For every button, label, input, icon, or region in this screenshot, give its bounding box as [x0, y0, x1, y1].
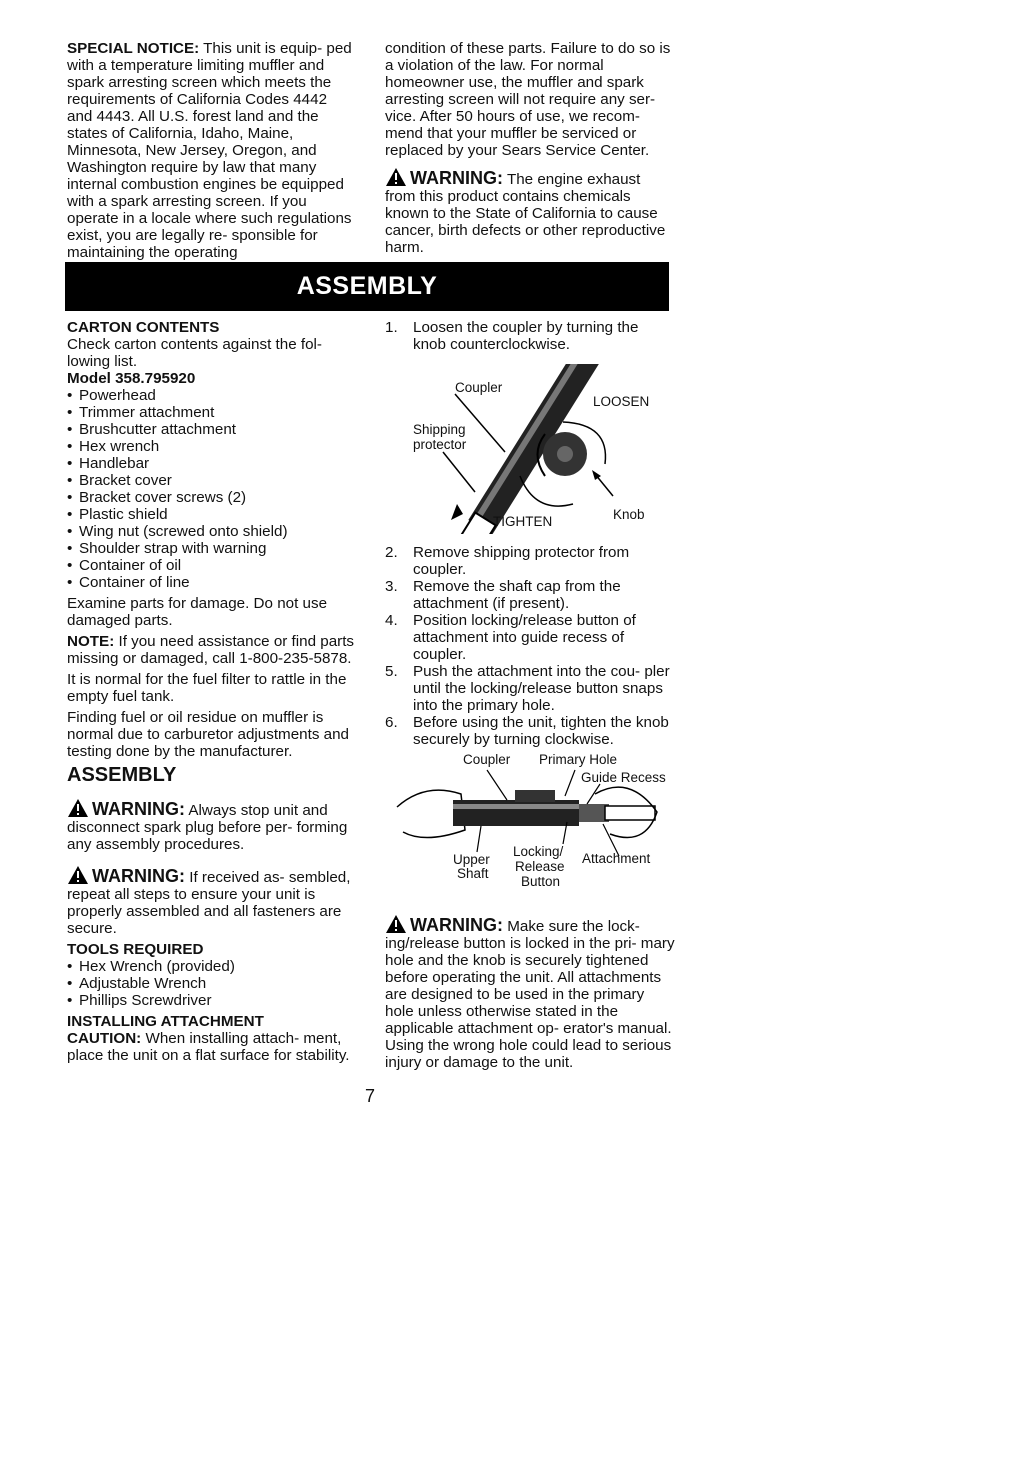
step-number: 1. [385, 319, 398, 336]
list-item: • Powerhead [67, 387, 357, 404]
note-label: NOTE: [67, 633, 115, 650]
special-notice-label: SPECIAL NOTICE: [67, 40, 200, 57]
received-assembled-warning-text: If received as- sembled, repeat all steps to ensure your unit is properly assembled and all fasteners are secure. [67, 869, 351, 937]
loosen-label: LOOSEN [593, 394, 650, 409]
step-number: 4. [385, 612, 398, 629]
lock-warning-block [385, 914, 675, 1071]
protector-label: protector [413, 437, 467, 452]
list-item: • Plastic shield [67, 506, 357, 523]
step-text: Loosen the coupler by turning the knob counterclockwise. [413, 319, 639, 353]
fuel-filter-text: It is normal for the fuel filter to rattle in the empty fuel tank. [67, 671, 347, 705]
steps-2-6 [385, 544, 675, 748]
list-item: • Adjustable Wrench [67, 975, 357, 992]
tighten-label: TIGHTEN [493, 514, 553, 529]
stop-unit-warning-label: WARNING: [92, 799, 185, 819]
list-item [385, 578, 675, 612]
list-item [385, 714, 675, 748]
step-number: 6. [385, 714, 398, 731]
step-number: 3. [385, 578, 398, 595]
tools-list [67, 958, 357, 1009]
examine-text: Examine parts for damage. Do not use damaged parts. [67, 595, 328, 629]
shaft-label: Shaft [457, 866, 489, 881]
exhaust-warning-label: WARNING: [410, 168, 503, 188]
caution-text: When installing attach- ment, place the unit on a flat surface for stability. [67, 1030, 350, 1064]
step-1 [385, 319, 675, 353]
list-item [385, 319, 675, 353]
list-item: • Shoulder strap with warning [67, 540, 357, 557]
step-number: 2. [385, 544, 398, 561]
caution-label: CAUTION: [67, 1030, 142, 1047]
step-text: Remove the shaft cap from the attachment (if present). [413, 578, 621, 612]
list-item: • Hex Wrench (provided) [67, 958, 357, 975]
locking-label: Locking/ [513, 844, 564, 859]
carton-list [67, 387, 357, 591]
list-item: • Wing nut (screwed onto shield) [67, 523, 357, 540]
list-item: • Hex wrench [67, 438, 357, 455]
page-number: 7 [365, 1086, 376, 1106]
step-text: Position locking/release button of attachment into guide recess of coupler. [413, 612, 636, 663]
lock-warning-label: WARNING: [410, 915, 503, 935]
step-number: 5. [385, 663, 398, 680]
residue-text: Finding fuel or oil residue on muffler is normal due to carburetor adjustments and testing done by the manufacturer. [67, 709, 349, 760]
list-item: • Container of line [67, 574, 357, 591]
special-notice-text: This unit is equip- ped with a temperature limiting muffler and spark arresting screen which meets the requirements of California Codes 4442 and 4443. All U.S. forest land and the states of California, Idaho, Maine, Minnesota, New Jersey, Oregon, and Washington require by law that many internal combustion engines be equipped with a spark arresting screen. If you operate in a locale where such regulations exist, you are legally re- sponsible for maintaining the operating [67, 40, 352, 261]
tools-heading: TOOLS REQUIRED [67, 941, 204, 958]
list-item: • Bracket cover [67, 472, 357, 489]
warning-triangle-icon [67, 865, 89, 885]
assembly-heading: ASSEMBLY [67, 764, 177, 786]
received-assembled-warning-label: WARNING: [92, 866, 185, 886]
installing-heading: INSTALLING ATTACHMENT [67, 1013, 264, 1030]
note-text: If you need assistance or find parts missing or damaged, call 1-800-235-5878. [67, 633, 355, 667]
step-text: Before using the unit, tighten the knob securely by turning clockwise. [413, 714, 669, 748]
knob-label: Knob [613, 507, 645, 522]
coupler-knob-diagram [395, 364, 675, 534]
shipping-label: Shipping [413, 422, 466, 437]
coupler-label: Coupler [455, 380, 503, 395]
warning-triangle-icon [385, 167, 407, 187]
model-label: Model 358.795920 [67, 370, 196, 387]
warning-triangle-icon [67, 798, 89, 818]
top-right-block [385, 40, 673, 256]
attachment-label: Attachment [582, 851, 651, 866]
list-item: • Trimmer attachment [67, 404, 357, 421]
continuation-text: condition of these parts. Failure to do so is a violation of the law. For normal homeowner use, the muffler and spark arresting screen will not require any ser- vice. After 50 hours of use, we recom- mend that your muffler be serviced or replaced by your Sears Service Center. [385, 40, 671, 159]
list-item: • Container of oil [67, 557, 357, 574]
button-label: Button [521, 874, 561, 889]
upper-label: Upper [453, 852, 490, 867]
list-item [385, 544, 675, 578]
list-item: • Brushcutter attachment [67, 421, 357, 438]
guide-recess-label: Guide Recess [581, 770, 666, 785]
list-item: • Handlebar [67, 455, 357, 472]
stop-unit-warning-text: Always stop unit and disconnect spark plug before per- forming any assembly procedures. [67, 802, 348, 853]
list-item [385, 663, 675, 714]
release-label: Release [515, 859, 565, 874]
list-item: • Bracket cover screws (2) [67, 489, 357, 506]
warning-triangle-icon [385, 914, 407, 934]
exhaust-warning-text: The engine exhaust from this product contains chemicals known to the State of California to cause cancer, birth defects or other reproductive harm. [385, 171, 666, 256]
carton-intro: Check carton contents against the fol- lowing list. [67, 336, 322, 370]
step-text: Push the attachment into the cou- pler until the locking/release button snaps into the primary hole. [413, 663, 670, 714]
banner-title: ASSEMBLY [296, 272, 438, 300]
assembly-banner [65, 262, 669, 311]
special-notice-block [67, 40, 355, 261]
step-text: Remove shipping protector from coupler. [413, 544, 630, 578]
primary-hole-label: Primary Hole [539, 752, 618, 767]
list-item: • Phillips Screwdriver [67, 992, 357, 1009]
attachment-diagram [395, 752, 675, 902]
carton-contents-heading: CARTON CONTENTS [67, 319, 220, 336]
coupler-label: Coupler [463, 752, 511, 767]
left-column [67, 319, 357, 1064]
list-item [385, 612, 675, 663]
lock-warning-text: Make sure the lock- ing/release button is locked in the pri- mary hole and the knob is securely tightened before operating the unit. All attachments are designed to be used in the primary hole unless otherwise stated in the applicable attachment op- erator's manual. Using the wrong hole could lead to serious injury or damage to the unit. [385, 918, 675, 1071]
